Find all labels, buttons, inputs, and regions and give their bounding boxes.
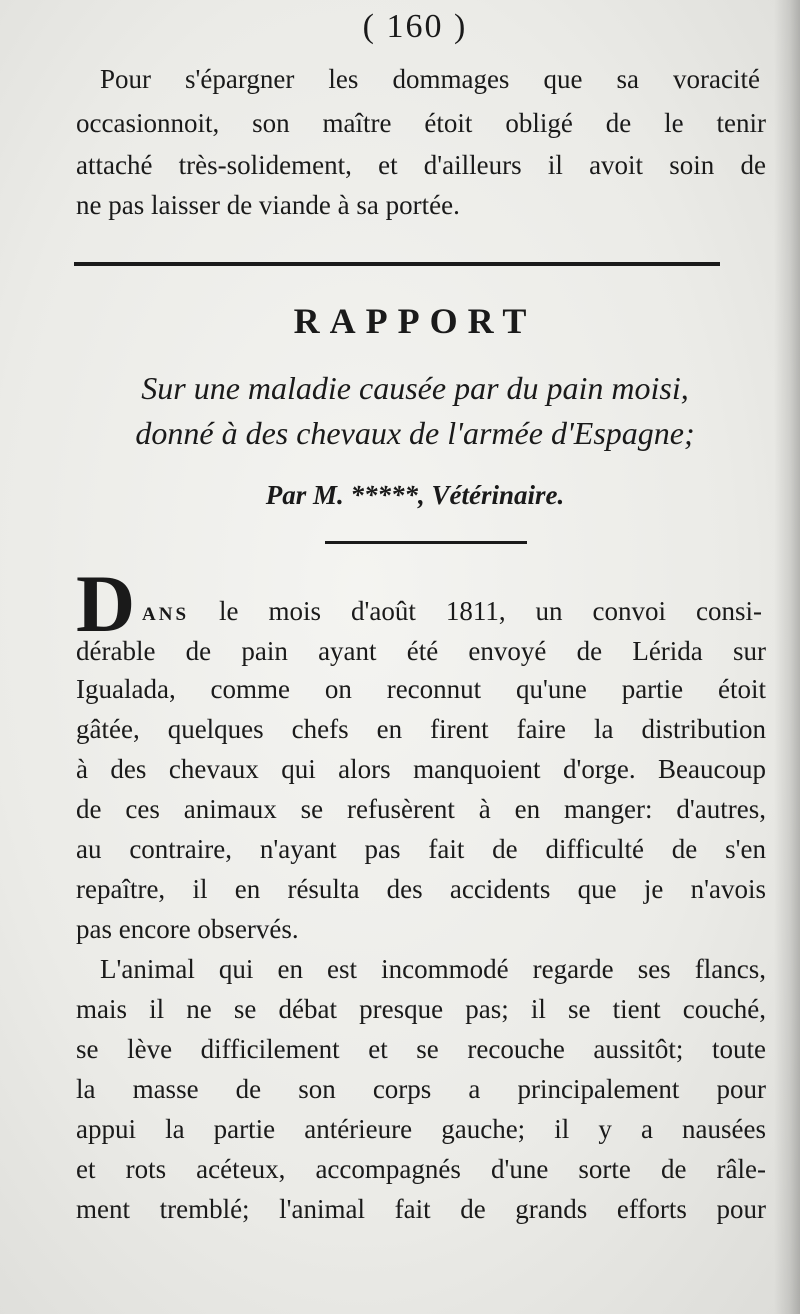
text-line: ne pas laisser de viande à sa portée. [76,190,460,220]
text-line: de ces animaux se refusèrent à en manger: d'autres, [76,794,766,824]
text-line: au contraire, n'ayant pas fait de difficulté de s'en [76,834,766,864]
text-line: mais il ne se débat presque pas; il se tient couché, [76,994,766,1024]
short-divider [325,541,527,544]
text-line: repaître, il en résulta des accidents que je n'avois [76,874,766,904]
text-line: gâtée, quelques chefs en firent faire la distribution [76,714,766,744]
page-number: ( 160 ) [362,8,468,45]
report-subtitle-line: donné à des chevaux de l'armée d'Espagne; [135,415,695,451]
report-author: Par M. *****, Vétérinaire. [265,480,565,510]
text-line: dérable de pain ayant été envoyé de Lérida sur [76,636,766,666]
text-line: occasionnoit, son maître étoit obligé de le tenir [76,108,766,138]
text-line: appui la partie antérieure gauche; il y a nausées [76,1114,766,1144]
text-line [142,598,762,625]
text-line: ment tremblé; l'animal fait de grands efforts pour [76,1194,766,1224]
text-line: et rots acéteux, accompagnés d'une sorte de râle- [76,1154,766,1184]
first-line-text: le mois d'août 1811, un convoi consi- [219,596,762,626]
text-line: la masse de son corps a principalement pour [76,1074,766,1104]
text-line: pas encore observés. [76,914,299,944]
page-edge-shadow [774,0,800,1314]
text-line: se lève difficilement et se recouche aussitôt; toute [76,1034,766,1064]
text-line: à des chevaux qui alors manquoient d'orge. Beaucoup [76,754,766,784]
drop-cap: D [76,558,136,649]
section-divider [74,262,720,266]
text-line: Igualada, comme on reconnut qu'une partie étoit [76,674,766,704]
text-line: L'animal qui en est incommodé regarde ses flancs, [100,954,766,984]
text-line: Pour s'épargner les dommages que sa voracité [100,64,760,94]
report-title: RAPPORT [293,301,537,341]
text-line: attaché très-solidement, et d'ailleurs il avoit soin de [76,150,766,180]
first-word-smallcaps: ANS [142,604,190,625]
report-subtitle-line: Sur une maladie causée par du pain moisi, [141,370,689,406]
